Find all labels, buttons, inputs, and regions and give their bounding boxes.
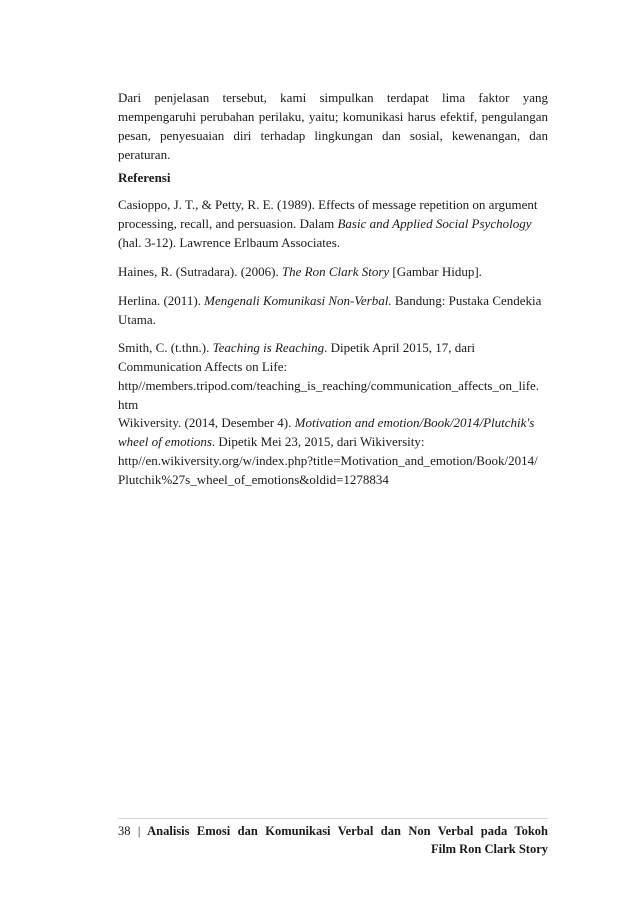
reference-text: Smith, C. (t.thn.).: [118, 340, 213, 355]
reference-line: [118, 214, 548, 233]
reference-text: . Dipetik Mei 23, 2015, dari Wikiversity:: [211, 434, 425, 449]
reference-title: wheel of emotions: [118, 434, 212, 449]
reference-line: [118, 413, 548, 432]
page-footer: [118, 822, 548, 858]
intro-line: pesan, penyesuaian diri terhadap lingkungan dan sosial, kewenangan, dan: [118, 128, 548, 143]
running-title: Analisis Emosi dan Komunikasi Verbal dan Non Verbal pada Tokoh: [147, 824, 548, 838]
reference-title: Mengenali Komunikasi Non-Verbal.: [204, 293, 392, 308]
reference-text: processing, recall, and persuasion. Dalam: [118, 216, 338, 231]
reference-title: The Ron Clark Story: [281, 264, 390, 279]
reference-line: Casioppo, J. T., & Petty, R. E. (1989). Effects of message repetition on argument: [118, 197, 538, 212]
reference-url: http//en.wikiversity.org/w/index.php?title=Motivation_and_emotion/Book/2014/: [118, 453, 538, 468]
reference-text: Wikiversity. (2014, Desember 4).: [118, 415, 295, 430]
reference-text: Bandung: Pustaka Cendekia: [391, 293, 542, 308]
page-number: 38 |: [118, 824, 141, 838]
reference-url: http//members.tripod.com/teaching_is_reaching/communication_affects_on_life.: [118, 378, 540, 393]
intro-line: mempengaruhi perubahan perilaku, yaitu; komunikasi harus efektif, pengulangan: [118, 109, 548, 124]
reference-text: [Gambar Hidup].: [389, 264, 482, 279]
reference-line: Communication Affects on Life:: [118, 359, 288, 374]
reference-entry: [118, 262, 548, 281]
footer-divider: [118, 818, 548, 819]
reference-title: Basic and Applied Social Psychology: [337, 216, 532, 231]
reference-url: Plutchik%27s_wheel_of_emotions&oldid=1278834: [118, 472, 389, 487]
reference-line: [118, 262, 548, 281]
reference-entry: [118, 291, 548, 329]
intro-paragraph: [118, 88, 548, 164]
reference-text: Herlina. (2011).: [118, 293, 205, 308]
intro-line: peraturan.: [118, 147, 171, 162]
reference-title: Teaching is Reaching: [212, 340, 325, 355]
reference-url: htm: [118, 397, 139, 412]
footer-line: [118, 822, 548, 840]
intro-line: Dari penjelasan tersebut, kami simpulkan terdapat lima faktor yang: [118, 90, 548, 105]
reference-entry: [118, 338, 548, 414]
reference-line: Utama.: [118, 312, 156, 327]
section-heading: Referensi: [118, 170, 171, 185]
reference-line: (hal. 3-12). Lawrence Erlbaum Associates.: [118, 235, 341, 250]
reference-line: [118, 338, 548, 357]
reference-entry: [118, 413, 548, 489]
reference-entry: [118, 195, 548, 252]
reference-text: Haines, R. (Sutradara). (2006).: [118, 264, 282, 279]
reference-title: Motivation and emotion/Book/2014/Plutchik's: [294, 415, 535, 430]
reference-line: [118, 432, 548, 451]
running-title-cont: Film Ron Clark Story: [430, 842, 548, 856]
reference-line: [118, 291, 548, 310]
reference-text: . Dipetik April 2015, 17, dari: [324, 340, 476, 355]
